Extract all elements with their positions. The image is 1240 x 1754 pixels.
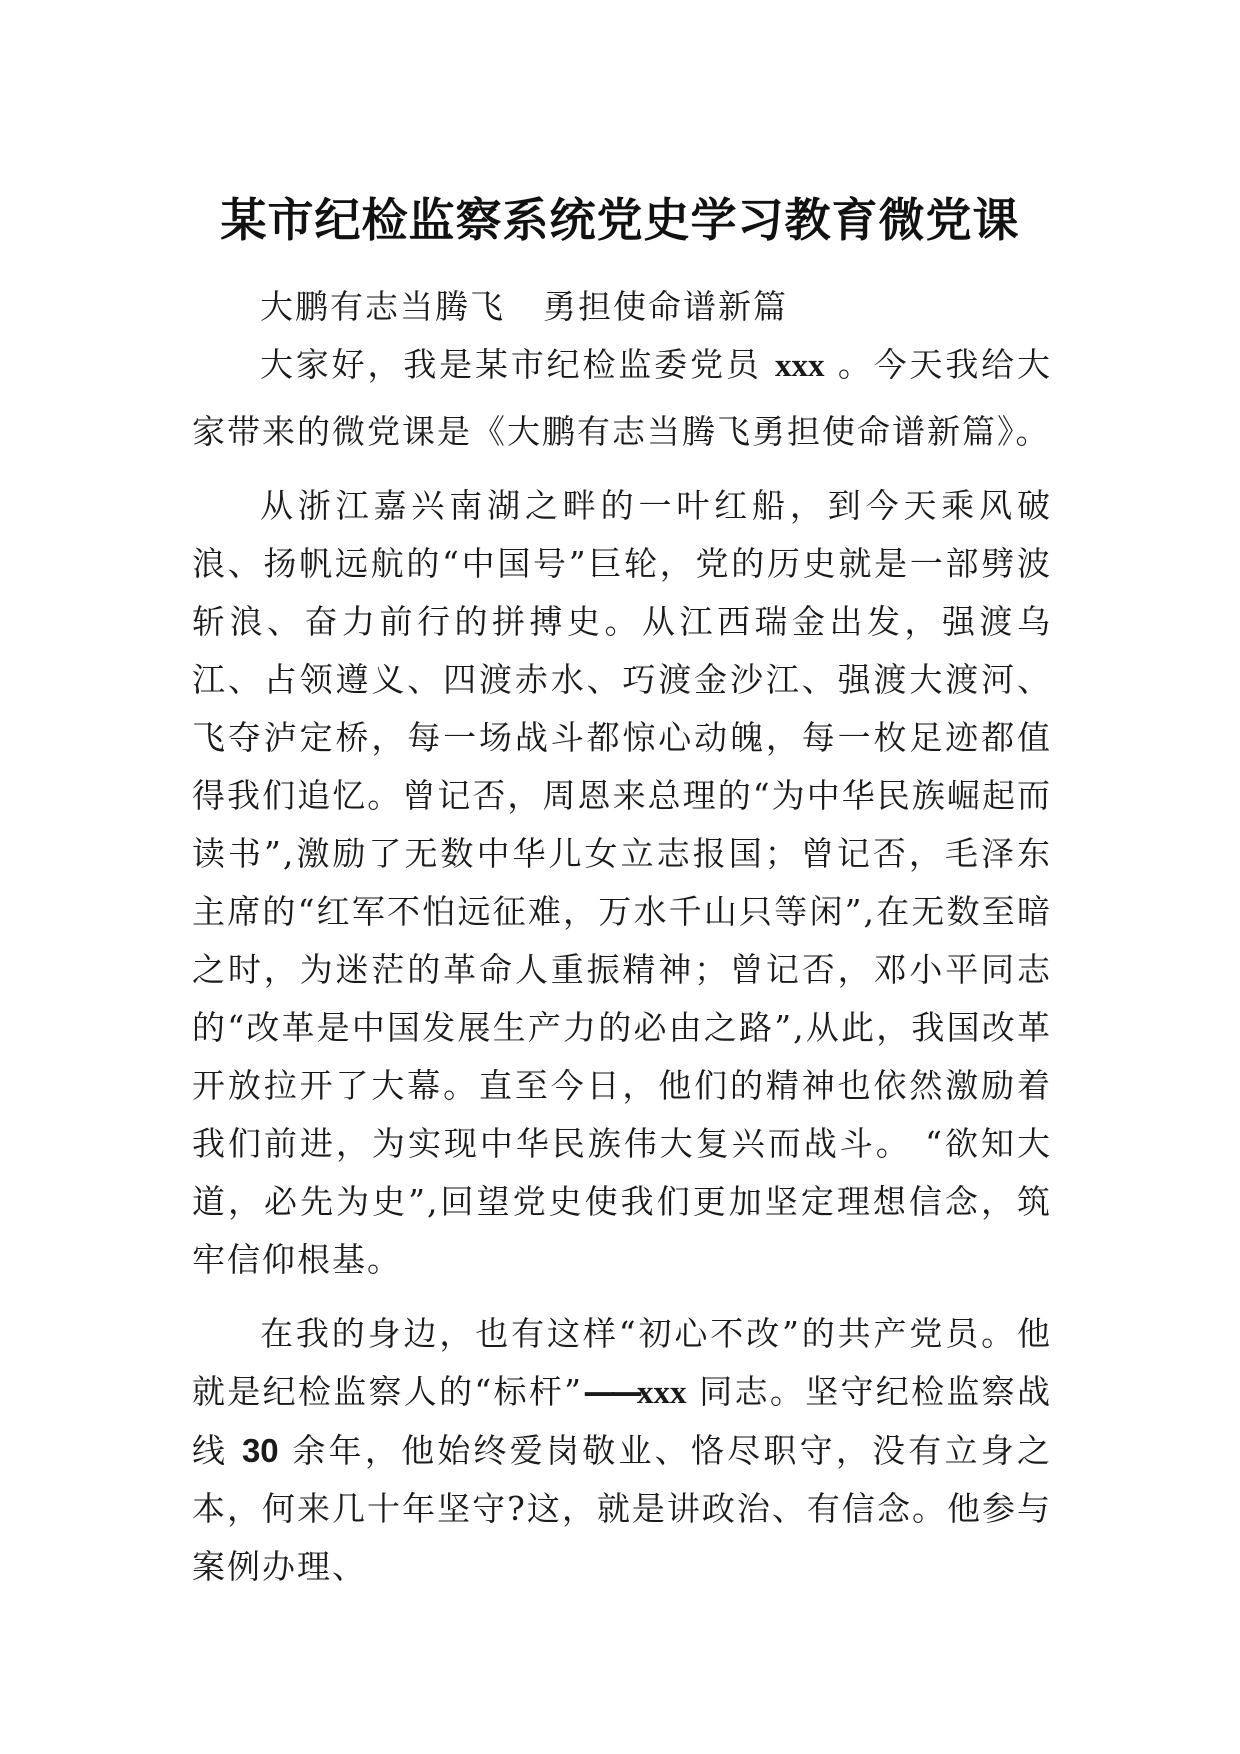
subtitle-part-1: 大鹏有志当腾飞: [260, 287, 505, 326]
model-years: 30: [241, 1432, 279, 1469]
model-paragraph: [192, 1305, 1052, 1596]
model-dash: ——: [583, 1372, 638, 1411]
model-text-2: 同志。坚守纪检监察战线: [192, 1372, 1052, 1470]
document-body: [192, 278, 1052, 1596]
intro-name: xxx: [775, 348, 825, 384]
subtitle-part-2: 勇担使命谱新篇: [543, 287, 788, 326]
history-paragraph: 从浙江嘉兴南湖之畔的一叶红船，到今天乘风破浪、扬帆远航的“中国号”巨轮，党的历史就是一部劈波斩浪、奋力前行的拼搏史。从江西瑞金出发，强渡乌江、占领遵义、四渡赤水、巧渡金沙江、强渡大渡河、飞夺泸定桥，每一场战斗都惊心动魄，每一枚足迹都值得我们追忆。曾记否，周恩来总理的“为中华民族崛起而读书”,激励了无数中华儿女立志报国；曾记否，毛泽东主席的“红军不怕远征难，万水千山只等闲”,在无数至暗之时，为迷茫的革命人重振精神；曾记否，邓小平同志的“改革是中国发展生产力的必由之路”,从此，我国改革开放拉开了大幕。直至今日，他们的精神也依然激励着我们前进，为实现中华民族伟大复兴而战斗。 “欲知大道，必先为史”,回望党史使我们更加坚定理想信念，筑牢信仰根基。: [192, 486, 1052, 1279]
intro-text-2: 。今天我给大家带来的微党课是《大鹏有志当腾飞勇担使命谱新篇》。: [192, 345, 1052, 451]
document-title: 某市纪检监察系统党史学习教育微党课: [220, 193, 1020, 247]
model-name: xxx: [637, 1375, 687, 1411]
model-text-3: 余年，他始终爱岗敬业、恪尽职守，没有立身之本，何来几十年坚守?这，就是讲政治、有信念。他参与案例办理、: [192, 1431, 1052, 1586]
intro-paragraph: [192, 332, 1052, 465]
subtitle: [192, 278, 1052, 336]
model-text-1: 在我的身边，也有这样“初心不改”的共产党员。他就是纪检监察人的“标杆”: [192, 1314, 1052, 1411]
intro-text-1: 大家好，我是某市纪检监委党员: [260, 345, 775, 384]
